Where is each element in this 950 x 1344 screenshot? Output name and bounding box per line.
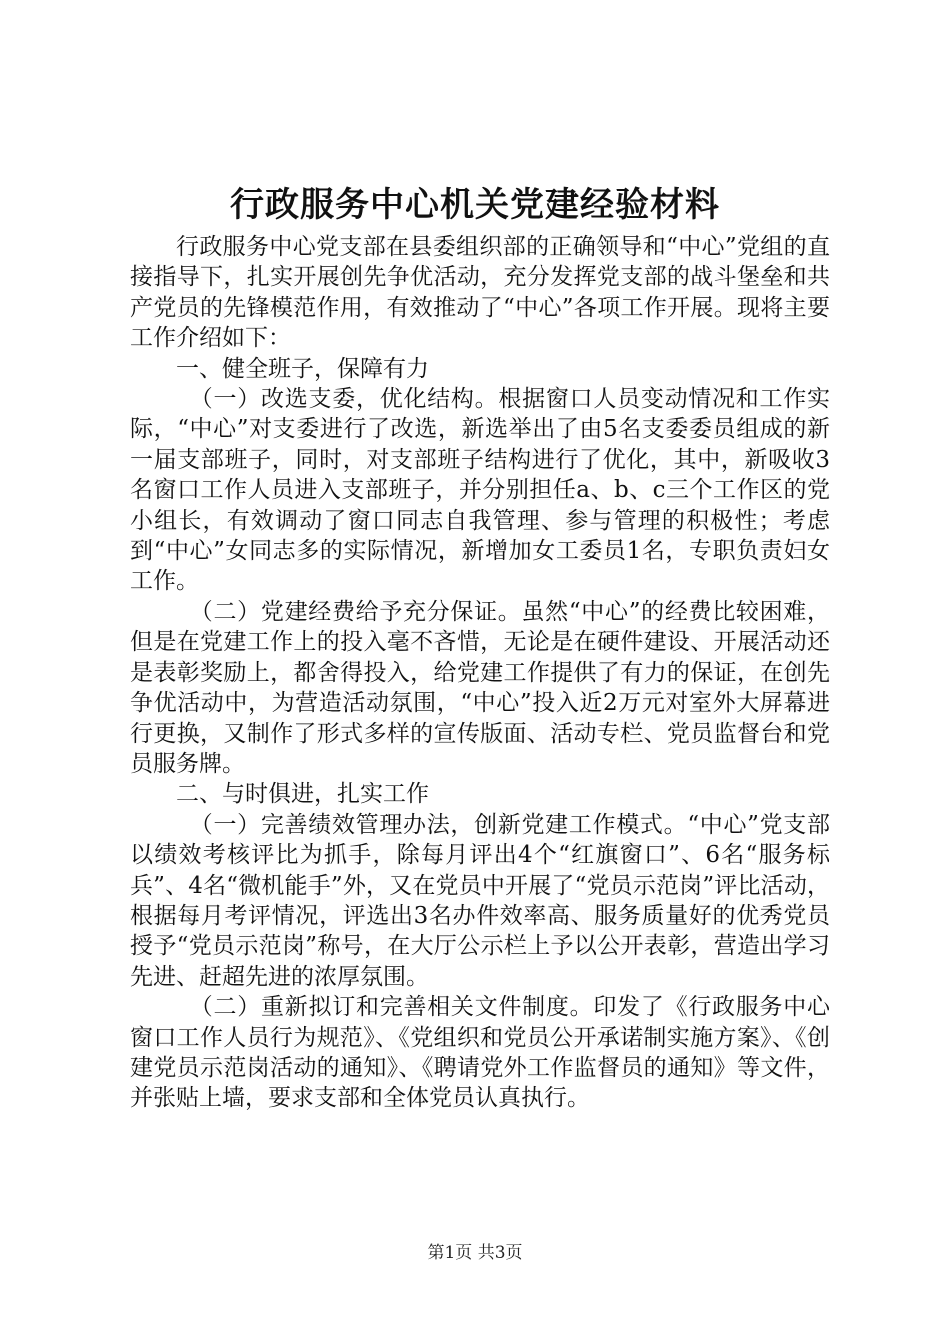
section-heading-2: 二、与时俱进，扎实工作 xyxy=(176,781,429,808)
paragraph-2-2: （二）重新拟订和完善相关文件制度。印发了《行政服务中心窗口工作人员行为规范》、《党组织和党员公开承诺制实施方案》、《创建党员示范岗活动的通知》、《聘请党外工作监督员的通知》等文件，并张贴上墙，要求支部和全体党员认真执行。 xyxy=(130,994,830,1112)
intro-paragraph: 行政服务中心党支部在县委组织部的正确领导和“中心”党组的直接指导下，扎实开展创先争优活动，充分发挥党支部的战斗堡垒和共产党员的先锋模范作用，有效推动了“中心”各项工作开展。现将主要工作介绍如下： xyxy=(130,234,830,352)
paragraph-1-2: （二）党建经费给予充分保证。虽然“中心”的经费比较困难，但是在党建工作上的投入毫不吝惜，无论是在硬件建设、开展活动还是表彰奖励上，都舍得投入，给党建工作提供了有力的保证，在创先争优活动中，为营造活动氛围，“中心”投入近2万元对室外大屏幕进行更换，又制作了形式多样的宣传版面、活动专栏、党员监督台和党员服务牌。 xyxy=(130,598,830,777)
document-body xyxy=(130,232,830,1114)
document-title: 行政服务中心机关党建经验材料 xyxy=(230,185,720,225)
page-number-footer: 第1页 共3页 xyxy=(427,1243,523,1263)
section-heading-1: 一、健全班子，保障有力 xyxy=(176,355,429,382)
paragraph-1-1: （一）改选支委，优化结构。根据窗口人员变动情况和工作实际，“中心”对支委进行了改选，新选举出了由5名支委委员组成的新一届支部班子，同时，对支部班子结构进行了优化，其中，新吸收3名窗口工作人员进入支部班子，并分别担任a、b、c三个工作区的党小组长，有效调动了窗口同志自我管理、参与管理的积极性；考虑到“中心”女同志多的实际情况，新增加女工委员1名，专职负责妇女工作。 xyxy=(130,386,830,595)
paragraph-2-1: （一）完善绩效管理办法，创新党建工作模式。“中心”党支部以绩效考核评比为抓手，除每月评出4个“红旗窗口”、6名“服务标兵”、4名“微机能手”外，又在党员中开展了“党员示范岗”评比活动，根据每月考评情况，评选出3名办件效率高、服务质量好的优秀党员授予“党员示范岗”称号，在大厅公示栏上予以公开表彰，营造出学习先进、赶超先进的浓厚氛围。 xyxy=(130,811,830,990)
